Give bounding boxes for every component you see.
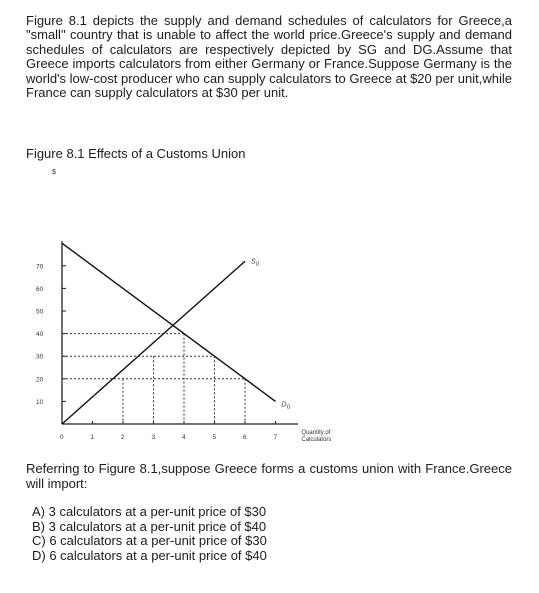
x-axis-label-line1: Quantity of xyxy=(301,430,331,436)
x-tick-label: 7 xyxy=(273,434,278,441)
y-tick-label: 30 xyxy=(36,353,44,361)
y-tick-label: 10 xyxy=(36,398,44,406)
x-tick-label: 5 xyxy=(212,434,217,441)
problem-intro xyxy=(26,14,512,100)
answer-a: A) 3 calculators at a per-unit price of $30 xyxy=(32,504,267,519)
answer-d: D) 6 calculators at a per-unit price of $40 xyxy=(32,547,267,563)
series-label-subscript: G xyxy=(286,404,291,411)
answer-c: C) 6 calculators at a per-unit price of $30 xyxy=(32,533,267,549)
demand-curve-dg xyxy=(62,243,276,401)
answer-options xyxy=(32,505,267,563)
y-axis-label: $ xyxy=(52,169,56,176)
x-tick-label: 2 xyxy=(121,434,125,441)
series-label: $S_G$ xyxy=(251,258,260,268)
x-axis-label-line2: Calculators xyxy=(301,437,332,443)
y-tick-label: 70 xyxy=(36,263,44,271)
y-tick-label: 60 xyxy=(36,285,44,293)
x-tick-label: 3 xyxy=(151,434,156,441)
question xyxy=(26,462,512,491)
x-tick-label: 4 xyxy=(182,434,186,441)
figure-title: Figure 8.1 Effects of a Customs Union xyxy=(26,146,246,161)
answer-b: B) 3 calculators at a per-unit price of $40 xyxy=(32,518,267,534)
x-tick-label: 6 xyxy=(243,434,247,441)
intro-paragraph: Figure 8.1 depicts the supply and demand schedules of calculators for Greece,a "small" country that is unable to affect the world price.Greece's supply and demand schedules of calculators are respectively depicted by SG and DG.Assume that Greece imports calculators from either Germany or France.Suppose Germany is the world's low-cost producer who can supply calculators to Greece at $20 per unit,while France can supply calculators at $30 per unit. xyxy=(26,13,512,101)
x-tick-label: 1 xyxy=(90,434,95,441)
supply-demand-chart xyxy=(0,162,539,462)
series-label: $D_G$ xyxy=(281,401,291,411)
question-text: Referring to Figure 8.1,suppose Greece forms a customs union with France.Greece will import: xyxy=(26,461,512,491)
supply-curve-sg xyxy=(62,261,245,424)
y-tick-label: 40 xyxy=(36,331,44,339)
series-label-subscript: G xyxy=(255,261,260,268)
y-tick-label: 50 xyxy=(36,308,44,316)
x-tick-label: 0 xyxy=(60,434,64,441)
y-tick-label: 20 xyxy=(36,376,44,384)
